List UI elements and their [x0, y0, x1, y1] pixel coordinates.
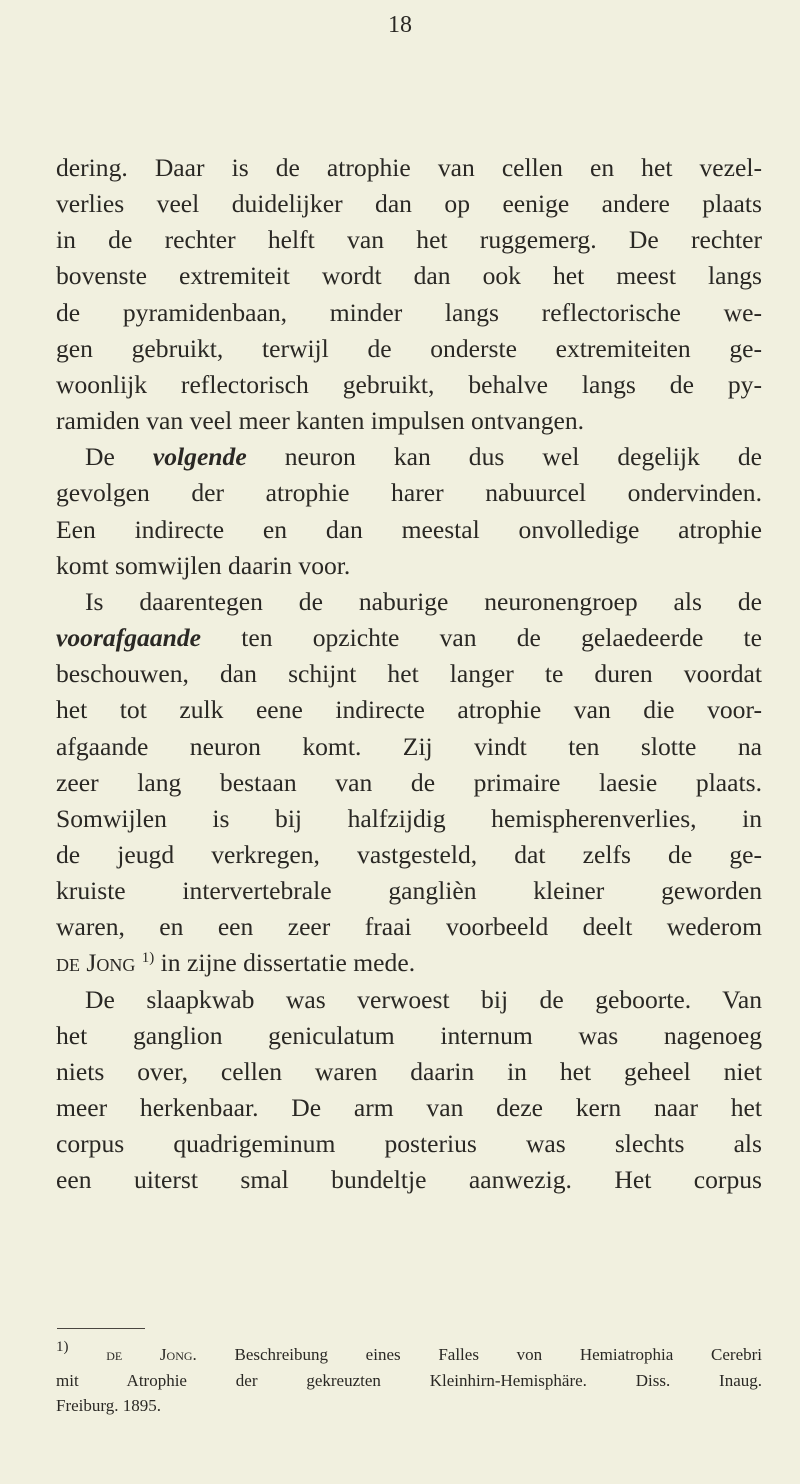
- text-line: [56, 620, 762, 656]
- text-line: het tot zulk eene indirecte atrophie van die voor-: [56, 695, 762, 725]
- text-line: [56, 945, 762, 981]
- text-line: kruiste intervertebrale ganglièn kleiner geworden: [56, 876, 762, 906]
- body-text: [56, 150, 762, 1199]
- text-line: komt somwijlen daarin voor.: [56, 550, 351, 580]
- page-number: 18: [388, 12, 412, 38]
- text-line: een uiterst smal bundeltje aanwezig. Het corpus: [56, 1165, 762, 1195]
- paragraph-1: [56, 150, 762, 439]
- text-line: zeer lang bestaan van de primaire laesie plaats.: [56, 767, 762, 797]
- text-line: [56, 439, 762, 475]
- paragraph-2: [56, 439, 762, 584]
- text-line: Een indirecte en dan meestal onvolledige atrophie: [56, 514, 762, 544]
- text-run: . Beschreibung eines Falles von Hemiatrophia Cerebri: [192, 1345, 762, 1364]
- text-line: verlies veel duidelijker dan op eenige andere plaats: [56, 189, 762, 219]
- text-line: de pyramidenbaan, minder langs reflectorische we-: [56, 297, 762, 327]
- text-line: meer herkenbaar. De arm van deze kern naar het: [56, 1093, 762, 1123]
- footnote-line: mit Atrophie der gekreuzten Kleinhirn-Hemisphäre. Diss. Inaug.: [56, 1370, 762, 1390]
- text-line: dering. Daar is de atrophie van cellen en het vezel-: [56, 153, 762, 182]
- footnote-line: Freiburg. 1895.: [56, 1396, 161, 1415]
- footnote-divider: [57, 1328, 145, 1329]
- text-line: Somwijlen is bij halfzijdig hemispherenverlies, in: [56, 803, 762, 833]
- footnote-line: [56, 1339, 762, 1368]
- paragraph-3: [56, 584, 762, 982]
- text-line: De slaapkwab was verwoest bij de geboorte. Van: [85, 984, 762, 1014]
- text-line: woonlijk reflectorisch gebruikt, behalve langs de py-: [56, 369, 762, 399]
- text-run: De: [85, 442, 153, 472]
- text-run: neuron kan dus wel degelijk de: [246, 442, 762, 472]
- footnote: [56, 1339, 762, 1419]
- text-line: niets over, cellen waren daarin in het geheel niet: [56, 1056, 762, 1086]
- text-line: de jeugd verkregen, vastgesteld, dat zelfs de ge-: [56, 839, 762, 869]
- emphasis-volgende: volgende: [152, 442, 247, 472]
- text-line: beschouwen, dan schijnt het langer te duren voordat: [56, 659, 762, 689]
- text-line: Is daarentegen de naburige neuronengroep als de: [85, 586, 762, 616]
- text-line: bovenste extremiteit wordt dan ook het meest langs: [56, 261, 762, 291]
- footnote-marker: 1): [56, 1339, 69, 1355]
- text-line: in de rechter helft van het ruggemerg. De rechter: [56, 225, 762, 255]
- footnote-author: de Jong: [106, 1345, 193, 1364]
- author-name: de Jong: [56, 948, 136, 978]
- footnote-ref[interactable]: 1): [141, 950, 155, 967]
- text-line: het ganglion geniculatum internum was nagenoeg: [56, 1020, 762, 1050]
- text-line: gen gebruikt, terwijl de onderste extremiteiten ge-: [56, 333, 762, 363]
- text-line: gevolgen der atrophie harer nabuurcel ondervinden.: [56, 478, 762, 508]
- text-run: ten opzichte van de gelaedeerde te: [201, 623, 762, 653]
- emphasis-voorafgaande: voorafgaande: [56, 623, 202, 653]
- text-line: ramiden van veel meer kanten impulsen ontvangen.: [56, 406, 585, 436]
- paragraph-4: [56, 982, 762, 1199]
- text-line: corpus quadrigeminum posterius was slechts als: [56, 1129, 762, 1159]
- text-run: in zijne dissertatie mede.: [154, 948, 416, 978]
- text-line: afgaande neuron komt. Zij vindt ten slotte na: [56, 731, 762, 761]
- text-line: waren, en een zeer fraai voorbeeld deelt wederom: [56, 912, 762, 942]
